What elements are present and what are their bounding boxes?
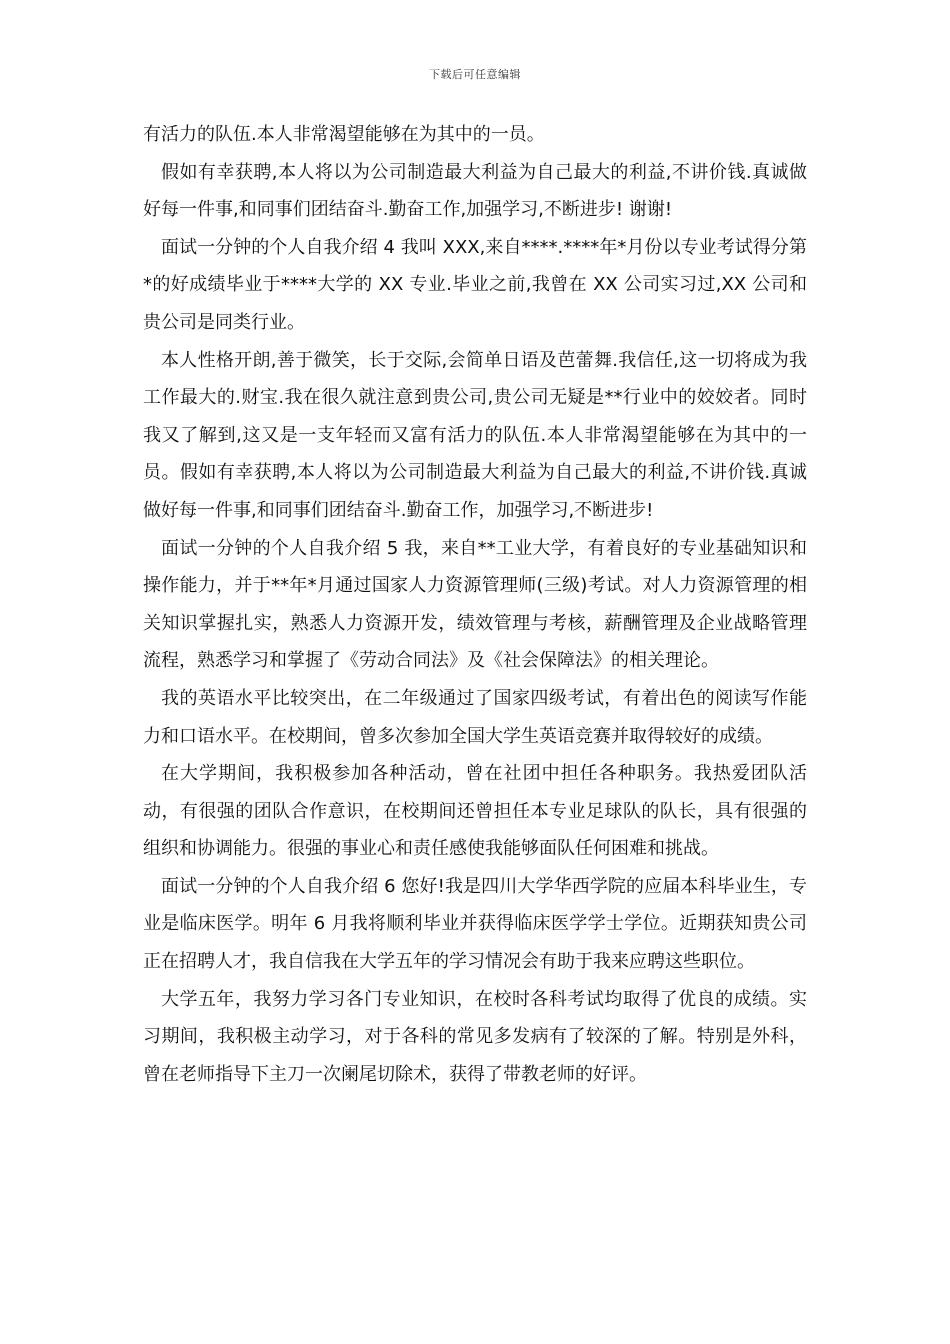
document-body — [143, 116, 807, 1093]
page-header-note: 下载后可任意编辑 — [429, 68, 521, 81]
paragraph: 面试一分钟的个人自我介绍 6 您好!我是四川大学华西学院的应届本科毕业生，专业是临床医学。明年 6 月我将顺利毕业并获得临床医学学士学位。近期获知贵公司正在招聘人才，我自信我在大学五年的学习情况会有助于我来应聘这些职位。 — [143, 875, 807, 973]
paragraph: 本人性格开朗,善于微笑，长于交际,会简单日语及芭蕾舞.我信任,这一切将成为我工作最大的.财宝.我在很久就注意到贵公司,贵公司无疑是**行业中的姣姣者。同时我又了解到,这又是一支年轻而又富有活力的队伍.本人非常渴望能够在为其中的一员。假如有幸获聘,本人将以为公司制造最大利益为自己最大的利益,不讲价钱.真诚做好每一件事,和同事们团结奋斗.勤奋工作，加强学习,不断进步! — [143, 349, 807, 521]
paragraph: 我的英语水平比较突出，在二年级通过了国家四级考试，有着出色的阅读写作能力和口语水平。在校期间，曾多次参加全国大学生英语竞赛并取得较好的成绩。 — [143, 687, 807, 747]
paragraph: 有活力的队伍.本人非常渴望能够在为其中的一员。 — [143, 124, 545, 145]
paragraph: 面试一分钟的个人自我介绍 5 我，来自**工业大学，有着良好的专业基础知识和操作能力，并于**年*月通过国家人力资源管理师(三级)考试。对人力资源管理的相关知识掌握扎实，熟悉人力资源开发，绩效管理与考核，薪酬管理及企业战略管理流程，熟悉学习和掌握了《劳动合同法》及《社会保障法》的相关理论。 — [143, 537, 807, 672]
paragraph: 面试一分钟的个人自我介绍 4 我叫 XXX,来自****.****年*月份以专业考试得分第*的好成绩毕业于****大学的 XX 专业.毕业之前,我曾在 XX 公司实习过,XX 公司和贵公司是同类行业。 — [143, 236, 807, 333]
paragraph: 在大学期间，我积极参加各种活动，曾在社团中担任各种职务。我热爱团队活动，有很强的团队合作意识，在校期间还曾担任本专业足球队的队长，具有很强的组织和协调能力。很强的事业心和责任感使我能够面队任何困难和挑战。 — [143, 763, 807, 860]
paragraph: 大学五年，我努力学习各门专业知识，在校时各科考试均取得了优良的成绩。实习期间，我积极主动学习，对于各科的常见多发病有了较深的了解。特别是外科，曾在老师指导下主刀一次阑尾切除术，获得了带教老师的好评。 — [143, 988, 807, 1085]
paragraph: 假如有幸获聘,本人将以为公司制造最大利益为自己最大的利益,不讲价钱.真诚做好每一件事,和同事们团结奋斗.勤奋工作,加强学习,不断进步! 谢谢! — [143, 161, 807, 221]
